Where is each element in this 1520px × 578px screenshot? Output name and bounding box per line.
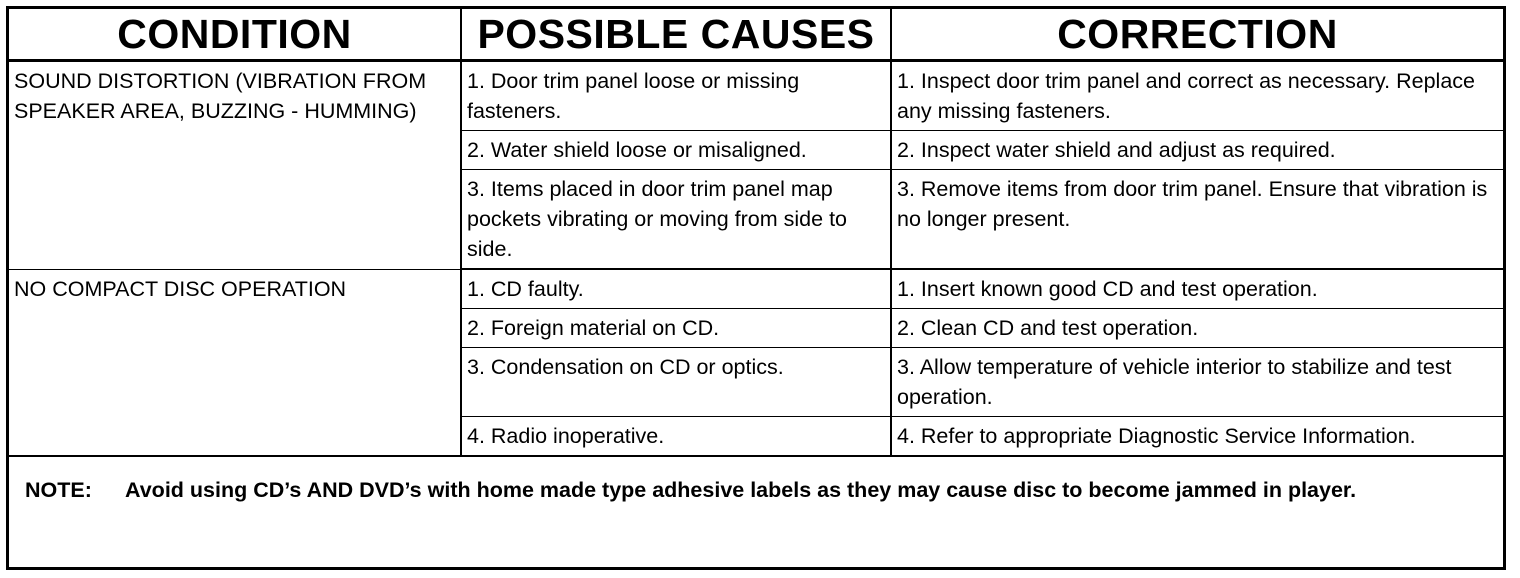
condition-cell: SOUND DISTORTION (VIBRATION FROM SPEAKER AREA, BUZZING - HUMMING): [9, 61, 461, 270]
cause-cell: 1. Door trim panel loose or missing fasteners.: [461, 61, 891, 131]
cause-cell: 3. Condensation on CD or optics.: [461, 348, 891, 417]
diagnosis-table: [9, 9, 1503, 456]
table-row: [9, 61, 1503, 131]
possible-causes-header: POSSIBLE CAUSES: [461, 9, 891, 61]
cause-cell: 2. Foreign material on CD.: [461, 309, 891, 348]
correction-cell: 3. Allow temperature of vehicle interior to stabilize and test operation.: [891, 348, 1503, 417]
cause-cell: 3. Items placed in door trim panel map pockets vibrating or moving from side to side.: [461, 170, 891, 270]
note-text: Avoid using CD’s AND DVD’s with home made type adhesive labels as they may cause disc to become jammed in player.: [125, 478, 1357, 502]
diagnosis-chart: [6, 6, 1506, 570]
condition-cell: NO COMPACT DISC OPERATION: [9, 269, 461, 456]
cause-cell: 4. Radio inoperative.: [461, 417, 891, 456]
correction-cell: 4. Refer to appropriate Diagnostic Service Information.: [891, 417, 1503, 456]
table-row: [9, 269, 1503, 309]
correction-cell: 2. Inspect water shield and adjust as required.: [891, 131, 1503, 170]
correction-cell: 2. Clean CD and test operation.: [891, 309, 1503, 348]
correction-cell: 1. Insert known good CD and test operation.: [891, 269, 1503, 309]
correction-cell: 1. Inspect door trim panel and correct as necessary. Replace any missing fasteners.: [891, 61, 1503, 131]
header-row: [9, 9, 1503, 61]
condition-header: CONDITION: [9, 9, 461, 61]
cause-cell: 2. Water shield loose or misaligned.: [461, 131, 891, 170]
cause-cell: 1. CD faulty.: [461, 269, 891, 309]
correction-cell: 3. Remove items from door trim panel. Ensure that vibration is no longer present.: [891, 170, 1503, 270]
correction-header: CORRECTION: [891, 9, 1503, 61]
note-label: NOTE:: [25, 478, 92, 502]
note-block: [9, 456, 1503, 505]
